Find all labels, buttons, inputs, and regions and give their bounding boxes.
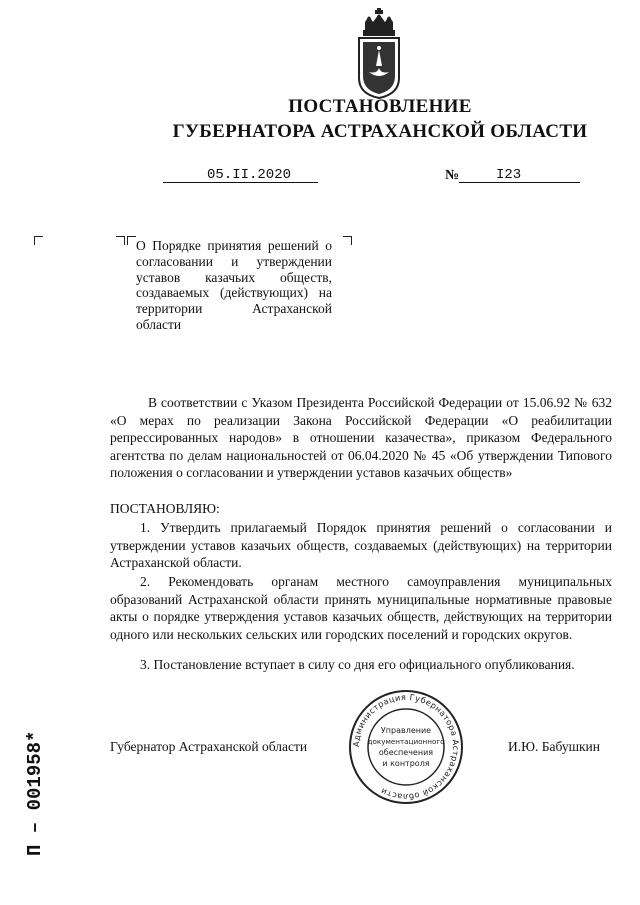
preamble-paragraph: В соответствии с Указом Президента Российской Федерации от 15.06.92 № 632 «О мерах по реализации Закона Российской Федерации «О реабилитации репрессированных народов» в отношении казачества», приказом Федерального агентства по делам национальностей от 06.04.2020 № 45 «Об утверждении Типового положения о согласовании и утверждении уставов казачьих обществ» bbox=[110, 395, 612, 481]
margin-serial-text: П – 001958* bbox=[24, 730, 46, 856]
corner-mark-subject-left bbox=[116, 236, 125, 245]
document-date: 05.II.2020 bbox=[207, 167, 292, 183]
stamp-line-3: обеспечения bbox=[378, 748, 434, 757]
margin-serial-number bbox=[10, 700, 50, 860]
document-subject: О Порядке принятия решений о согласовании и утверждении уставов казачьих обществ, создаваемых (действующих) на территории Астраханской области bbox=[136, 238, 332, 332]
stamp-line-2: документационного bbox=[367, 737, 445, 746]
official-stamp bbox=[347, 688, 465, 806]
stamp-line-1: Управление bbox=[380, 726, 432, 735]
corner-mark-right bbox=[343, 236, 352, 245]
stamp-line-4: и контроля bbox=[382, 759, 430, 768]
document-number: I23 bbox=[496, 167, 522, 183]
signatory-name: И.Ю. Бабушкин bbox=[508, 739, 601, 754]
document-issuer: ГУБЕРНАТОРА АСТРАХАНСКОЙ ОБЛАСТИ bbox=[172, 121, 588, 142]
item-3-paragraph: 3. Постановление вступает в силу со дня его официального опубликования. bbox=[140, 657, 575, 672]
item-1-paragraph: 1. Утвердить прилагаемый Порядок принятия решений о согласовании и утверждении уставов казачьих обществ, создаваемых (действующих) на территории Астраханской области. bbox=[110, 520, 612, 571]
stamp-ring-text: Администрация Губернатора Астраханской области bbox=[350, 691, 462, 803]
coat-of-arms-emblem bbox=[355, 8, 403, 100]
signatory-position: Губернатор Астраханской области bbox=[110, 739, 308, 754]
number-label: № bbox=[445, 168, 460, 183]
corner-mark-subject-left2 bbox=[127, 236, 136, 245]
item-2-paragraph: 2. Рекомендовать органам местного самоуправления муниципальных образований Астраханской области принять муниципальные нормативные правовые акты о порядке утверждения уставов казачьих обществ, действующих на территории одного или нескольких сельских или городских поселений и городских округов. bbox=[110, 574, 612, 642]
corner-mark-left bbox=[34, 236, 43, 245]
document-title: ПОСТАНОВЛЕНИЕ bbox=[288, 96, 472, 117]
decree-word: ПОСТАНОВЛЯЮ: bbox=[110, 501, 220, 516]
